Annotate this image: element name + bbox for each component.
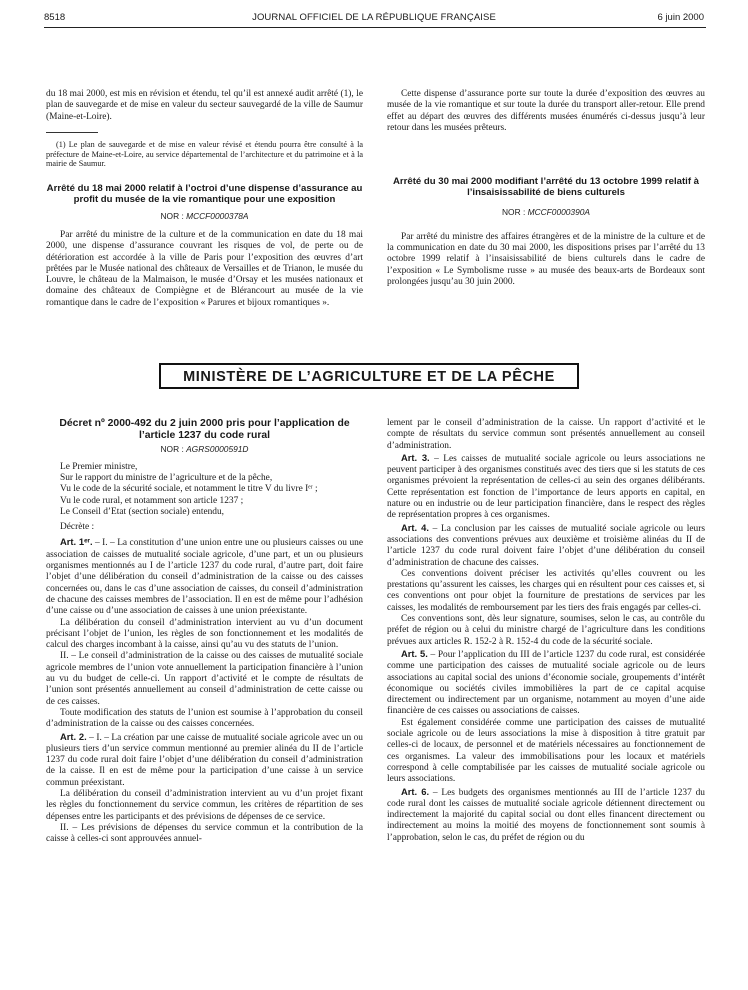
preamble-line: Le Conseil d’Etat (section sociale) entendu, (60, 506, 225, 517)
article-paragraph (46, 823, 363, 846)
nor-code: MCCF0000378A (186, 210, 249, 221)
article-paragraph (387, 648, 705, 718)
decree-right-articles (387, 418, 705, 844)
ministry-heading: MINISTÈRE DE L’AGRICULTURE ET DE LA PÊCHE (183, 369, 555, 385)
arrete-body: Par arrêté du ministre de la culture et de la communication en date du 18 mai 2000, une dispense d’assurance couvrant les risques de vol, de perte ou de détérioration est accordée à la ville de Paris pour l’exposition des œuvres d’art prêtées par le Musée national des châteaux de Versailles et de Trianon, le musée du Louvre, le château de la Malmaison, le musée d’Orsay et les musées nationaux et domaine des châteaux de Compiègne et de Blérancourt au musée de la vie romantique dans le cadre de l’exposition « Parures et bijoux romantiques ». (46, 229, 363, 308)
nor-reference (387, 207, 705, 218)
article-text: II. – Les prévisions de dépenses du service commun et la contribution de la caisse à celles-ci sont approuvées annuel- (46, 822, 363, 845)
ministry-heading-box (159, 363, 579, 389)
decree-left-column (46, 418, 363, 846)
article-paragraph (46, 618, 363, 652)
article-text: La délibération du conseil d’administration intervient au vu d’un projet fixant les règles du fonctionnement du service commun, les critères de répartition de ses dépenses entre les participants et des prévisions de dépenses de ce service. (46, 789, 363, 822)
article-text: Ces conventions sont, dès leur signature, soumises, selon le cas, au contrôle du préfet de région ou à celui du ministre chargé de l’agriculture dans les conditions prévues aux articles R. 152-2 à R. 152-4 du code de la sécurité sociale. (387, 614, 705, 647)
preamble-line: Le Premier ministre, (60, 461, 138, 472)
nor-label: NOR : (160, 444, 184, 455)
nor-label: NOR : (160, 210, 184, 221)
preamble-line: Vu le code rural, et notamment son article 1237 ; (60, 495, 244, 506)
article-heading: Art. 5. (401, 647, 428, 659)
article-heading: Art. 2. (60, 730, 87, 742)
article-heading: Art. 1ᵉʳ. (60, 536, 93, 548)
journal-title: JOURNAL OFFICIEL DE LA RÉPUBLIQUE FRANÇAISE (252, 12, 496, 23)
article-text: – Les caisses de mutualité sociale agricole ou leurs associations ne peuvent participer à des organismes constitués avec des tiers que si les statuts de ces organismes prévoient la représentation de celles-ci au sein des organes délibérants. Cette représentation est fonction de l’importance de leurs apports en capital, en nature ou en industrie ou de leur participation financière, dans le respect des règles de représentation propres à ces organismes. (387, 453, 705, 521)
article-text: La délibération du conseil d’administration intervient au vu d’un document précisant l’objet de l’union, les règles de son fonctionnement et les modalités de calcul des charges incombant à la caisse, ainsi qu’au vu des statuts de l’union. (46, 617, 363, 651)
decree-title: Décret nº 2000-492 du 2 juin 2000 pris pour l’application de l’article 1237 du code rural (59, 418, 350, 442)
article-text: – La conclusion par les caisses de mutualité sociale agricole ou leurs associations des conventions prévues aux deuxième et troisième alinéas du II de l’article 1237 du code rural doivent faire l’objet d’une délibération du conseil d’administration de chacune des caisses. (387, 523, 706, 568)
article-paragraph (46, 731, 363, 789)
preamble-line: Sur le rapport du ministre de l’agriculture et de la pêche, (60, 473, 273, 483)
article-paragraph (46, 789, 363, 823)
header-rule (44, 27, 706, 28)
article-paragraph (387, 569, 705, 614)
article-paragraph (46, 536, 363, 617)
footnote-rule (46, 132, 98, 133)
continuation-text: du 18 mai 2000, est mis en révision et étendu, tel qu’il est annexé audit arrêté (1), le plan de sauvegarde et de mise en valeur du secteur sauvegardé de la ville de Saumur (Maine-et-Loire). (46, 89, 363, 122)
article-paragraph (387, 718, 705, 786)
article-text: lement par le conseil d’administration de la caisse. Un rapport d’activité et le compte de résultats du service commun sont présentés annuellement au conseil d’administration. (387, 418, 705, 451)
article-paragraph (387, 614, 705, 648)
top-left-column (46, 89, 363, 309)
article-text: – Pour l’application du III de l’article 1237 du code rural, est considérée comme une participation des caisses de mutualité sociale agricole ou de leurs associations au capital social des unions d’économie sociale, groupements d’intérêt économique ou sociétés civiles immobilières la part de ce capital acquise directement ou indirectement par un organisme, notamment au moyen d’une aide financière de ces caisses ou associations de caisses. (387, 649, 706, 717)
nor-code: MCCF0000390A (527, 206, 590, 217)
article-text: – Les budgets des organismes mentionnés au III de l’article 1237 du code rural dont les caisses de mutualité sociale agricole détiennent directement ou indirectement la majorité du capital social ou dont elles financent directement ou indirectement au moins la moitié des moyens de fonctionnement sont soumis à l’approbation, selon le cas, du préfet de région ou du (387, 787, 705, 843)
article-heading: Art. 3. (401, 451, 430, 463)
decree-right-column (387, 418, 705, 844)
decree-left-articles (46, 536, 363, 845)
top-right-column (387, 89, 705, 288)
nor-code: AGRS0000591D (186, 444, 249, 455)
article-text: Ces conventions doivent préciser les activités qu’elles couvrent ou les prestations qu’assurent les caisses, les charges qui en résultent pour ces caisses et, si ces conventions ont pour objet la fourniture de prestations de services par les caisses, les modalités de remboursement par les tiers des frais engagés par celles-ci. (387, 568, 705, 613)
preamble-line: Vu le code de la sécurité sociale, et notamment le titre V du livre Iᵉʳ ; (60, 484, 318, 495)
arrete-body: Par arrêté du ministre des affaires étrangères et de la ministre de la culture et de la communication en date du 30 mai 2000, les dispositions prises par l’arrêté du 13 octobre 1999 relatif à l’insaisissabilité de biens culturels dans le cadre de l’exposition « Le Symbolisme russe » au musée des beaux-arts de Bordeaux sont prolongées jusqu’au 30 juin 2000. (387, 231, 705, 288)
article-paragraph (46, 708, 363, 731)
footnote: (1) Le plan de sauvegarde et de mise en valeur révisé et étendu pourra être consulté à la préfecture de Maine-et-Loire, au service départemental de l’architecture et du patrimoine et à la mairie de Saumur. (46, 139, 363, 169)
page-header (44, 12, 704, 28)
article-paragraph (387, 522, 705, 569)
article-paragraph (387, 418, 705, 452)
decree-decrete: Décrète : (60, 522, 95, 533)
page-number: 8518 (44, 12, 66, 23)
decree-preamble (46, 462, 363, 518)
article-heading: Art. 4. (401, 521, 429, 533)
article-text: Toute modification des statuts de l’union est soumise à l’approbation du conseil d’administration de la caisse ou des caisses concernées. (46, 707, 363, 730)
article-paragraph (46, 651, 363, 707)
arrete-title: Arrêté du 30 mai 2000 modifiant l’arrêté du 13 octobre 1999 relatif à l’insaisissabilité de biens culturels (392, 176, 700, 199)
article-text: – I. – La création par une caisse de mutualité sociale agricole avec un ou plusieurs tiers d’un service commun mentionné au premier alinéa du II de l’article 1237 du code rural doit faire l’objet d’une délibération du conseil d’administration de la caisse. Il en est de même pour la participation d’une caisse à un service commun préexistant. (46, 732, 363, 788)
article-text: – I. – La constitution d’une union entre une ou plusieurs caisses ou une association de caisses de mutualité sociale agricole, d’une part, et un ou plusieurs organismes mentionnés au I de l’article 1237 du code rural, d’autre part, doit faire l’objet d’une délibération du conseil d’administration de la caisse ou des caisses concernées ou, dans le cas d’une association de caisses, du conseil d’administration de chacune des caisses membres de l’association. Il en est de même pour l’adhésion d’une caisse ou d’une association de caisses à une union préexistante. (46, 538, 363, 617)
issue-date: 6 juin 2000 (657, 12, 704, 23)
article-paragraph (387, 786, 705, 844)
nor-reference (46, 211, 363, 222)
arrete-title: Arrêté du 18 mai 2000 relatif à l’octroi d’une dispense d’assurance au profit du musée de la vie romantique pour une exposition (46, 183, 363, 206)
continuation-text: Cette dispense d’assurance porte sur toute la durée d’exposition des œuvres au musée de la vie romantique et sur toute la durée du transport aller-retour. Elle prend effet au départ des œuvres des différents musées énumérés ci-dessus jusqu’à leur retour dans les musées prêteurs. (387, 89, 705, 133)
nor-reference (46, 444, 363, 455)
article-paragraph (387, 452, 705, 522)
nor-label: NOR : (502, 206, 526, 217)
article-heading: Art. 6. (401, 785, 430, 797)
article-text: II. – Le conseil d’administration de la caisse ou des caisses de mutualité sociale agricole membres de l’union vote annuellement la participation financière à l’union au vu du budget de celle-ci. Un rapport d’activité et le compte de résultats de l’union sont présentés annuellement au conseil d’administration de cette caisse ou de ces caisses. (46, 651, 363, 707)
article-text: Est également considérée comme une participation des caisses de mutualité sociale agricole ou de leurs associations la mise à disposition à titre gratuit par celles-ci de locaux, de personnel et de matériels nécessaires au fonctionnement de ces organismes. La valeur des immobilisations pour les locaux et matériels correspond à celle comptabilisée par les caisses de mutualité sociale agricole ou leurs associations. (387, 717, 705, 785)
